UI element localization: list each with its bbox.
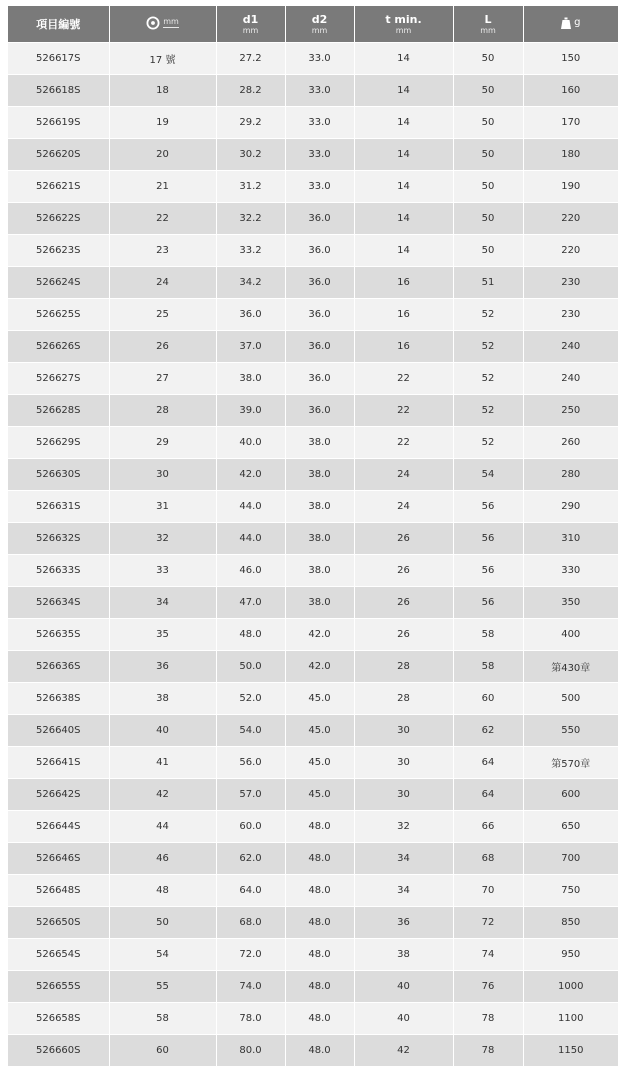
weight-cell: 400: [523, 619, 618, 651]
size-cell: 58: [109, 1003, 216, 1035]
length-cell: 50: [453, 171, 523, 203]
t-min-cell: 14: [354, 235, 453, 267]
table-row: [8, 555, 618, 587]
d2-cell: 36.0: [285, 395, 354, 427]
table-row: [8, 363, 618, 395]
item-number-cell: 526634S: [8, 587, 109, 619]
weight-cell: 600: [523, 779, 618, 811]
item-number-cell: 526642S: [8, 779, 109, 811]
header-size: [109, 6, 216, 43]
header-length: L mm: [453, 6, 523, 43]
d2-cell: 38.0: [285, 459, 354, 491]
t-min-cell: 28: [354, 683, 453, 715]
length-cell: 56: [453, 555, 523, 587]
size-cell: 35: [109, 619, 216, 651]
weight-cell: 500: [523, 683, 618, 715]
header-d2: d2 mm: [285, 6, 354, 43]
t-min-cell: 42: [354, 1035, 453, 1067]
d2-cell: 48.0: [285, 907, 354, 939]
d1-cell: 72.0: [216, 939, 285, 971]
d1-cell: 48.0: [216, 619, 285, 651]
d1-cell: 29.2: [216, 107, 285, 139]
item-number-cell: 526632S: [8, 523, 109, 555]
d1-cell: 33.2: [216, 235, 285, 267]
d2-cell: 36.0: [285, 331, 354, 363]
d1-cell: 62.0: [216, 843, 285, 875]
table-row: [8, 395, 618, 427]
t-min-cell: 30: [354, 747, 453, 779]
d2-cell: 33.0: [285, 139, 354, 171]
size-cell: 26: [109, 331, 216, 363]
t-min-cell: 38: [354, 939, 453, 971]
length-cell: 56: [453, 491, 523, 523]
d2-cell: 33.0: [285, 107, 354, 139]
d1-cell: 46.0: [216, 555, 285, 587]
t-min-cell: 40: [354, 1003, 453, 1035]
table-row: [8, 235, 618, 267]
length-cell: 58: [453, 619, 523, 651]
d2-cell: 33.0: [285, 75, 354, 107]
weight-cell: 160: [523, 75, 618, 107]
item-number-cell: 526646S: [8, 843, 109, 875]
d1-cell: 44.0: [216, 491, 285, 523]
t-min-cell: 16: [354, 331, 453, 363]
d1-cell: 80.0: [216, 1035, 285, 1067]
table-row: [8, 587, 618, 619]
d2-cell: 48.0: [285, 939, 354, 971]
t-min-cell: 22: [354, 395, 453, 427]
table-row: [8, 267, 618, 299]
size-cell: 54: [109, 939, 216, 971]
table-row: [8, 523, 618, 555]
d1-cell: 54.0: [216, 715, 285, 747]
d2-cell: 45.0: [285, 747, 354, 779]
table-row: [8, 651, 618, 683]
size-cell: 32: [109, 523, 216, 555]
d1-cell: 34.2: [216, 267, 285, 299]
size-cell: 50: [109, 907, 216, 939]
d2-cell: 38.0: [285, 427, 354, 459]
size-cell: 29: [109, 427, 216, 459]
t-min-cell: 24: [354, 491, 453, 523]
item-number-cell: 526640S: [8, 715, 109, 747]
item-number-cell: 526622S: [8, 203, 109, 235]
weight-cell: 170: [523, 107, 618, 139]
length-cell: 50: [453, 139, 523, 171]
length-cell: 64: [453, 779, 523, 811]
t-min-cell: 32: [354, 811, 453, 843]
t-min-cell: 34: [354, 843, 453, 875]
d2-cell: 36.0: [285, 235, 354, 267]
length-cell: 56: [453, 587, 523, 619]
length-cell: 50: [453, 235, 523, 267]
t-min-cell: 14: [354, 43, 453, 75]
size-cell: 44: [109, 811, 216, 843]
length-cell: 50: [453, 107, 523, 139]
item-number-cell: 526620S: [8, 139, 109, 171]
table-row: [8, 43, 618, 75]
size-cell: 48: [109, 875, 216, 907]
table-row: [8, 491, 618, 523]
weight-cell: 310: [523, 523, 618, 555]
table-row: [8, 683, 618, 715]
size-cell: 36: [109, 651, 216, 683]
size-cell: 42: [109, 779, 216, 811]
d2-cell: 48.0: [285, 843, 354, 875]
d2-cell: 33.0: [285, 43, 354, 75]
weight-cell: 第430章: [523, 651, 618, 683]
size-cell: 55: [109, 971, 216, 1003]
item-number-cell: 526631S: [8, 491, 109, 523]
weight-cell: 650: [523, 811, 618, 843]
t-min-cell: 30: [354, 779, 453, 811]
weight-cell: 330: [523, 555, 618, 587]
item-number-cell: 526660S: [8, 1035, 109, 1067]
item-number-cell: 526619S: [8, 107, 109, 139]
length-cell: 52: [453, 395, 523, 427]
d2-cell: 48.0: [285, 875, 354, 907]
d1-cell: 64.0: [216, 875, 285, 907]
table-row: [8, 171, 618, 203]
weight-cell: 700: [523, 843, 618, 875]
d2-cell: 38.0: [285, 523, 354, 555]
weight-cell: 240: [523, 331, 618, 363]
item-number-cell: 526617S: [8, 43, 109, 75]
d2-cell: 45.0: [285, 779, 354, 811]
item-number-cell: 526623S: [8, 235, 109, 267]
spec-table-container: [8, 6, 618, 1067]
d2-cell: 45.0: [285, 715, 354, 747]
t-min-cell: 14: [354, 171, 453, 203]
weight-cell: 1000: [523, 971, 618, 1003]
size-cell: 31: [109, 491, 216, 523]
table-row: [8, 907, 618, 939]
length-cell: 50: [453, 43, 523, 75]
item-number-cell: 526655S: [8, 971, 109, 1003]
table-row: [8, 203, 618, 235]
table-row: [8, 971, 618, 1003]
table-body: [8, 43, 618, 1067]
size-cell: 17 號: [109, 43, 216, 75]
d1-cell: 32.2: [216, 203, 285, 235]
weight-cell: 1150: [523, 1035, 618, 1067]
d2-cell: 36.0: [285, 363, 354, 395]
length-cell: 62: [453, 715, 523, 747]
length-cell: 68: [453, 843, 523, 875]
table-row: [8, 427, 618, 459]
weight-cell: 180: [523, 139, 618, 171]
hex-socket-icon: [146, 16, 160, 30]
d1-cell: 50.0: [216, 651, 285, 683]
weight-cell: 220: [523, 203, 618, 235]
weight-cell: 190: [523, 171, 618, 203]
t-min-cell: 28: [354, 651, 453, 683]
weight-cell: 230: [523, 299, 618, 331]
item-number-cell: 526625S: [8, 299, 109, 331]
item-number-cell: 526621S: [8, 171, 109, 203]
header-size-unit: mm: [163, 17, 179, 26]
size-cell: 22: [109, 203, 216, 235]
table-row: [8, 331, 618, 363]
d1-cell: 36.0: [216, 299, 285, 331]
weight-cell: 950: [523, 939, 618, 971]
table-row: [8, 299, 618, 331]
length-cell: 52: [453, 331, 523, 363]
length-cell: 52: [453, 299, 523, 331]
d2-cell: 33.0: [285, 171, 354, 203]
t-min-cell: 22: [354, 363, 453, 395]
d1-cell: 56.0: [216, 747, 285, 779]
table-row: [8, 811, 618, 843]
size-cell: 19: [109, 107, 216, 139]
d1-cell: 60.0: [216, 811, 285, 843]
size-cell: 20: [109, 139, 216, 171]
size-cell: 25: [109, 299, 216, 331]
d1-cell: 78.0: [216, 1003, 285, 1035]
header-weight: [523, 6, 618, 43]
table-header-row: [8, 6, 618, 43]
length-cell: 74: [453, 939, 523, 971]
t-min-cell: 14: [354, 203, 453, 235]
weight-icon: [561, 17, 571, 29]
table-row: [8, 459, 618, 491]
size-cell: 18: [109, 75, 216, 107]
item-number-cell: 526630S: [8, 459, 109, 491]
t-min-cell: 14: [354, 75, 453, 107]
t-min-cell: 40: [354, 971, 453, 1003]
length-cell: 78: [453, 1035, 523, 1067]
d2-cell: 36.0: [285, 267, 354, 299]
size-cell: 24: [109, 267, 216, 299]
length-cell: 56: [453, 523, 523, 555]
d2-cell: 48.0: [285, 971, 354, 1003]
weight-cell: 230: [523, 267, 618, 299]
t-min-cell: 34: [354, 875, 453, 907]
item-number-cell: 526641S: [8, 747, 109, 779]
table-row: [8, 747, 618, 779]
item-number-cell: 526633S: [8, 555, 109, 587]
weight-cell: 260: [523, 427, 618, 459]
length-cell: 64: [453, 747, 523, 779]
size-cell: 40: [109, 715, 216, 747]
header-item-number: 項目編號: [8, 6, 109, 43]
item-number-cell: 526626S: [8, 331, 109, 363]
t-min-cell: 16: [354, 267, 453, 299]
weight-cell: 250: [523, 395, 618, 427]
d2-cell: 38.0: [285, 555, 354, 587]
weight-cell: 第570章: [523, 747, 618, 779]
item-number-cell: 526638S: [8, 683, 109, 715]
length-cell: 72: [453, 907, 523, 939]
d2-cell: 48.0: [285, 811, 354, 843]
table-row: [8, 939, 618, 971]
d1-cell: 42.0: [216, 459, 285, 491]
d2-cell: 48.0: [285, 1035, 354, 1067]
size-cell: 41: [109, 747, 216, 779]
t-min-cell: 26: [354, 619, 453, 651]
table-row: [8, 715, 618, 747]
d1-cell: 44.0: [216, 523, 285, 555]
t-min-cell: 26: [354, 523, 453, 555]
length-cell: 60: [453, 683, 523, 715]
table-row: [8, 1003, 618, 1035]
t-min-cell: 16: [354, 299, 453, 331]
size-cell: 46: [109, 843, 216, 875]
item-number-cell: 526628S: [8, 395, 109, 427]
weight-cell: 290: [523, 491, 618, 523]
table-row: [8, 139, 618, 171]
length-cell: 51: [453, 267, 523, 299]
d1-cell: 28.2: [216, 75, 285, 107]
size-cell: 21: [109, 171, 216, 203]
d1-cell: 38.0: [216, 363, 285, 395]
t-min-cell: 36: [354, 907, 453, 939]
d2-cell: 42.0: [285, 619, 354, 651]
d1-cell: 57.0: [216, 779, 285, 811]
d1-cell: 52.0: [216, 683, 285, 715]
length-cell: 78: [453, 1003, 523, 1035]
size-cell: 23: [109, 235, 216, 267]
d1-cell: 68.0: [216, 907, 285, 939]
weight-cell: 350: [523, 587, 618, 619]
weight-cell: 240: [523, 363, 618, 395]
d2-cell: 38.0: [285, 587, 354, 619]
d1-cell: 74.0: [216, 971, 285, 1003]
weight-cell: 850: [523, 907, 618, 939]
item-number-cell: 526654S: [8, 939, 109, 971]
item-number-cell: 526648S: [8, 875, 109, 907]
table-row: [8, 107, 618, 139]
header-t-min: t min. mm: [354, 6, 453, 43]
item-number-cell: 526636S: [8, 651, 109, 683]
table-row: [8, 779, 618, 811]
size-cell: 33: [109, 555, 216, 587]
item-number-cell: 526627S: [8, 363, 109, 395]
length-cell: 52: [453, 363, 523, 395]
length-cell: 54: [453, 459, 523, 491]
weight-cell: 150: [523, 43, 618, 75]
table-row: [8, 75, 618, 107]
length-cell: 66: [453, 811, 523, 843]
weight-cell: 1100: [523, 1003, 618, 1035]
item-number-cell: 526644S: [8, 811, 109, 843]
size-cell: 27: [109, 363, 216, 395]
d1-cell: 40.0: [216, 427, 285, 459]
table-row: [8, 843, 618, 875]
length-cell: 76: [453, 971, 523, 1003]
size-cell: 60: [109, 1035, 216, 1067]
d1-cell: 39.0: [216, 395, 285, 427]
size-cell: 34: [109, 587, 216, 619]
length-cell: 50: [453, 203, 523, 235]
length-cell: 52: [453, 427, 523, 459]
weight-cell: 220: [523, 235, 618, 267]
t-min-cell: 22: [354, 427, 453, 459]
d1-cell: 47.0: [216, 587, 285, 619]
item-number-cell: 526635S: [8, 619, 109, 651]
header-weight-unit: g: [574, 17, 581, 28]
item-number-cell: 526650S: [8, 907, 109, 939]
weight-cell: 550: [523, 715, 618, 747]
t-min-cell: 14: [354, 139, 453, 171]
item-number-cell: 526624S: [8, 267, 109, 299]
table-row: [8, 1035, 618, 1067]
t-min-cell: 26: [354, 587, 453, 619]
d1-cell: 31.2: [216, 171, 285, 203]
d1-cell: 27.2: [216, 43, 285, 75]
d2-cell: 45.0: [285, 683, 354, 715]
t-min-cell: 14: [354, 107, 453, 139]
d2-cell: 42.0: [285, 651, 354, 683]
table-row: [8, 875, 618, 907]
header-d1: d1 mm: [216, 6, 285, 43]
table-row: [8, 619, 618, 651]
length-cell: 70: [453, 875, 523, 907]
d1-cell: 37.0: [216, 331, 285, 363]
length-cell: 50: [453, 75, 523, 107]
weight-cell: 280: [523, 459, 618, 491]
t-min-cell: 26: [354, 555, 453, 587]
t-min-cell: 24: [354, 459, 453, 491]
item-number-cell: 526618S: [8, 75, 109, 107]
size-cell: 38: [109, 683, 216, 715]
item-number-cell: 526658S: [8, 1003, 109, 1035]
d2-cell: 48.0: [285, 1003, 354, 1035]
d2-cell: 38.0: [285, 491, 354, 523]
spec-table: [8, 6, 618, 1067]
size-cell: 30: [109, 459, 216, 491]
d2-cell: 36.0: [285, 299, 354, 331]
item-number-cell: 526629S: [8, 427, 109, 459]
d1-cell: 30.2: [216, 139, 285, 171]
size-cell: 28: [109, 395, 216, 427]
d2-cell: 36.0: [285, 203, 354, 235]
t-min-cell: 30: [354, 715, 453, 747]
length-cell: 58: [453, 651, 523, 683]
weight-cell: 750: [523, 875, 618, 907]
